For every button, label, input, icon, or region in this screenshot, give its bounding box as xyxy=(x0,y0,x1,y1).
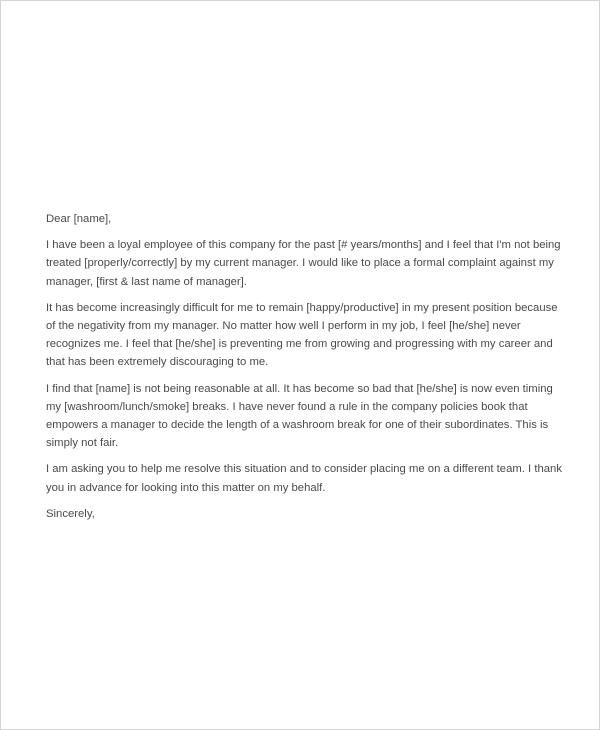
letter-body xyxy=(46,210,566,531)
letter-closing: Sincerely, xyxy=(46,507,95,520)
letter-paragraph: I am asking you to help me resolve this situation and to consider placing me on a different team. I thank you in advance for looking into this matter on my behalf. xyxy=(46,463,562,494)
letter-paragraph: I find that [name] is not being reasonable at all. It has become so bad that [he/she] is now even timing my [washroom/lunch/smoke] breaks. I have never found a rule in the company policies book that empowers a manager to decide the length of a washroom break for one of their subordinates. This is simply not fair. xyxy=(46,382,553,450)
letter-paragraph: I have been a loyal employee of this company for the past [# years/months] and I feel that I'm not being treated [properly/correctly] by my current manager. I would like to place a formal complaint against my manager, [first & last name of manager]. xyxy=(46,239,561,288)
letter-salutation: Dear [name], xyxy=(46,213,112,225)
letter-paragraph: It has become increasingly difficult for me to remain [happy/productive] in my present position because of the negativity from my manager. No matter how well I perform in my job, I feel [he/she] never recognizes me. I feel that [he/she] is preventing me from growing and progressing with my career and that has been extremely discouraging to me. xyxy=(46,301,558,369)
